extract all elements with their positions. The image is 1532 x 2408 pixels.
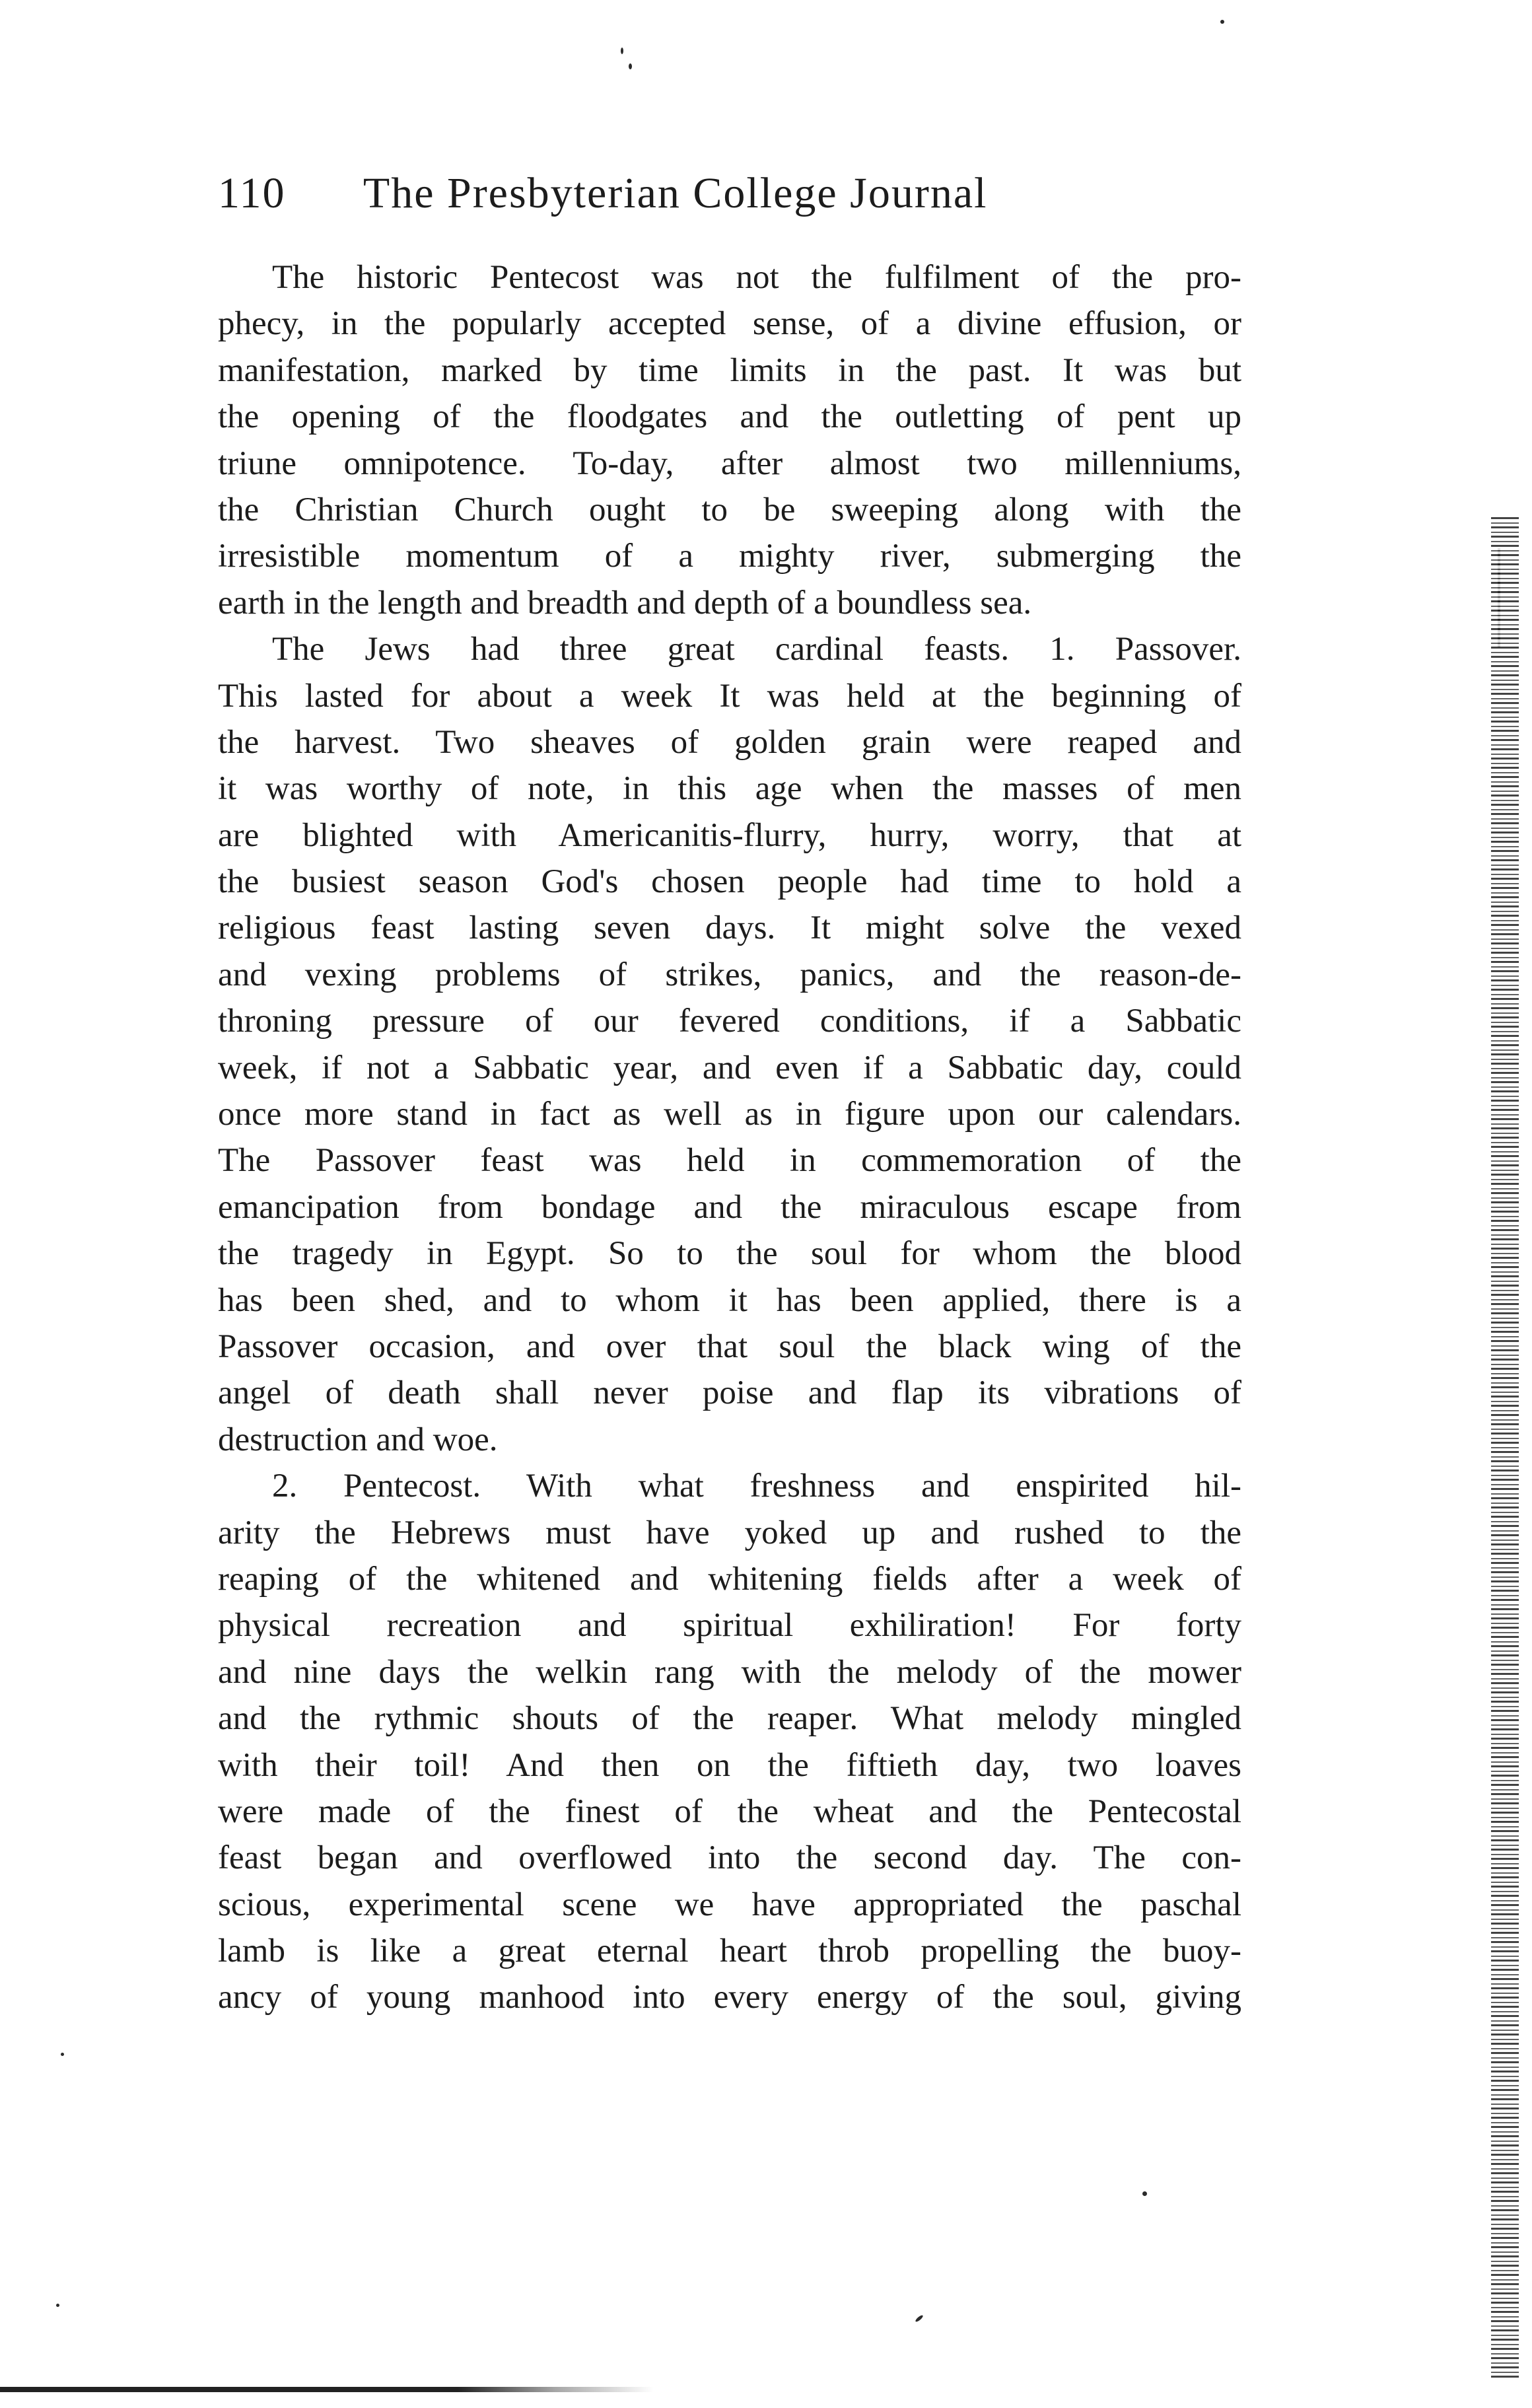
- ink-speck: [915, 2314, 924, 2323]
- text-line: the opening of the floodgates and the outletting of pent up: [218, 398, 1241, 436]
- ink-speck: [1142, 2191, 1147, 2196]
- text-line: and the rythmic shouts of the reaper. What melody mingled: [218, 1700, 1241, 1738]
- text-line: religious feast lasting seven days. It might solve the vexed: [218, 909, 1241, 947]
- text-line: with their toil! And then on the fiftieth day, two loaves: [218, 1746, 1241, 1784]
- text-line: This lasted for about a week It was held at the beginning of: [218, 677, 1241, 715]
- body-text: [218, 254, 1241, 2021]
- text-line: scious, experimental scene we have appropriated the paschal: [218, 1886, 1241, 1923]
- running-header: [218, 168, 987, 219]
- journal-title: The Presbyterian College Journal: [363, 169, 988, 217]
- text-line: ancy of young manhood into every energy of the soul, giving: [218, 1979, 1241, 2016]
- page-bottom-edge: [0, 2387, 654, 2392]
- text-line: lamb is like a great eternal heart throb propelling the buoy-: [218, 1932, 1241, 1970]
- ink-speck: [56, 2304, 59, 2307]
- text-line: reaping of the whitened and whitening fields after a week of: [218, 1560, 1241, 1598]
- text-line: and vexing problems of strikes, panics, and the reason-de-: [218, 956, 1241, 993]
- ink-speck: [1220, 20, 1224, 24]
- text-line: the Christian Church ought to be sweeping along with the: [218, 491, 1241, 528]
- page-number: 110: [218, 169, 286, 217]
- text-line: throning pressure of our fevered conditions, if a Sabbatic: [218, 1003, 1241, 1040]
- text-line: Passover occasion, and over that soul the black wing of the: [218, 1328, 1241, 1365]
- text-line: earth in the length and breadth and depth of a boundless sea.: [218, 584, 1032, 621]
- text-line: triune omnipotence. To-day, after almost two millenniums,: [218, 444, 1241, 482]
- text-line: The Passover feast was held in commemoration of the: [218, 1142, 1241, 1180]
- text-line: angel of death shall never poise and flap its vibrations of: [218, 1374, 1241, 1412]
- text-line: the tragedy in Egypt. So to the soul for whom the blood: [218, 1235, 1241, 1273]
- ink-speck: [629, 63, 632, 69]
- text-line: manifestation, marked by time limits in the past. It was but: [218, 351, 1241, 389]
- text-line: The historic Pentecost was not the fulfilment of the pro-: [272, 259, 1241, 296]
- text-line: 2. Pentecost. With what freshness and enspirited hil-: [272, 1468, 1241, 1505]
- text-line: week, if not a Sabbatic year, and even if a Sabbatic day, could: [218, 1049, 1241, 1086]
- text-line: the harvest. Two sheaves of golden grain were reaped and: [218, 723, 1241, 761]
- ink-speck: [621, 48, 623, 54]
- text-line: were made of the finest of the wheat and the Pentecostal: [218, 1792, 1241, 1830]
- text-line: are blighted with Americanitis-flurry, hurry, worry, that at: [218, 816, 1241, 854]
- text-line: destruction and woe.: [218, 1421, 498, 1458]
- text-line: and nine days the welkin rang with the melody of the mower: [218, 1653, 1241, 1691]
- text-line: physical recreation and spiritual exhiliration! For forty: [218, 1607, 1241, 1645]
- text-line: emancipation from bondage and the miraculous escape from: [218, 1188, 1241, 1226]
- text-line: once more stand in fact as well as in figure upon our calendars.: [218, 1096, 1241, 1133]
- text-line: The Jews had three great cardinal feasts. 1. Passover.: [272, 631, 1241, 668]
- text-line: it was worthy of note, in this age when the masses of men: [218, 770, 1241, 808]
- text-line: arity the Hebrews must have yoked up and rushed to the: [218, 1514, 1241, 1551]
- text-line: feast began and overflowed into the second day. The con-: [218, 1839, 1241, 1877]
- text-line: irresistible momentum of a mighty river, submerging the: [218, 538, 1241, 575]
- text-line: has been shed, and to whom it has been applied, there is a: [218, 1281, 1241, 1319]
- page-edge-binding: [1491, 515, 1519, 2378]
- ink-speck: [61, 2053, 64, 2056]
- text-line: phecy, in the popularly accepted sense, of a divine effusion, or: [218, 305, 1241, 343]
- text-line: the busiest season God's chosen people had time to hold a: [218, 863, 1241, 901]
